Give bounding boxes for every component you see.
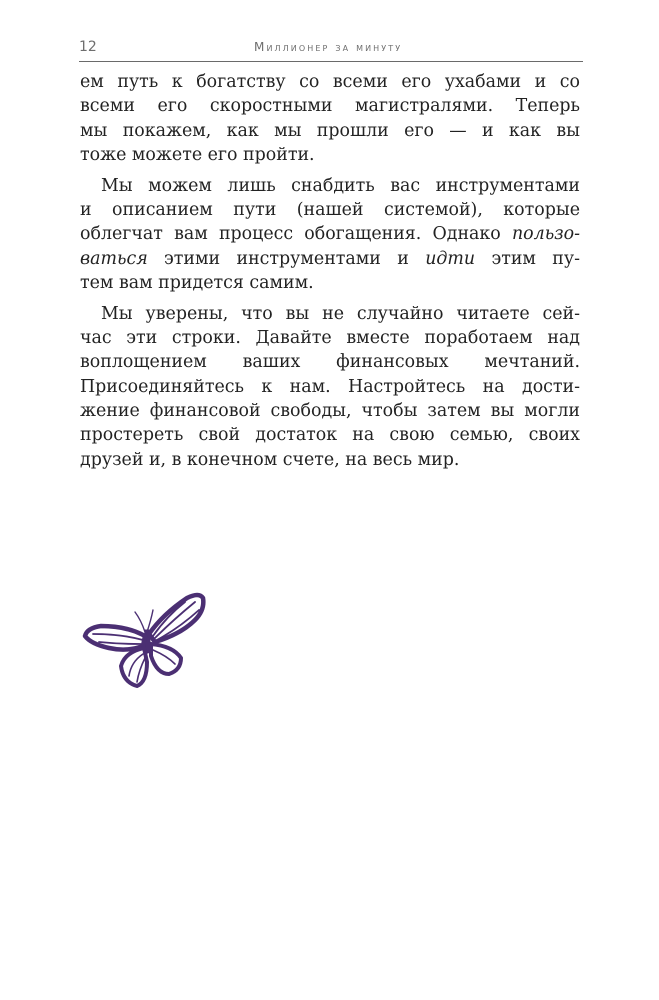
text-line: жение финансовой свободы, чтобы затем вы могли <box>80 401 580 422</box>
text-line: час эти строки. Давайте вместе поработаем над <box>80 327 580 348</box>
italic-text: пользо- <box>511 224 580 245</box>
running-head <box>79 38 583 62</box>
text-line: воплощением ваших финансовых мечтаний. <box>80 352 580 373</box>
butterfly-icon <box>81 590 207 690</box>
italic-text: идти <box>425 248 476 269</box>
text-line: всеми его скоростными магистралями. Теперь <box>80 96 580 117</box>
body-text <box>80 70 580 472</box>
text-line: и описанием пути (нашей системой), которые <box>80 199 580 220</box>
text-line: ваться этими инструментами и идти этим пу- <box>80 248 581 269</box>
page-number: 12 <box>79 39 97 55</box>
text-line: друзей и, в конечном счете, на весь мир. <box>80 449 460 470</box>
text-line: мы покажем, как мы прошли его — и как вы <box>80 120 580 141</box>
text-line: облегчат вам процесс обогащения. Однако пользо- <box>80 224 580 245</box>
book-title: Миллионер за минуту <box>254 40 403 54</box>
text-line: Мы уверены, что вы не случайно читаете сей- <box>101 303 580 324</box>
italic-text: ваться <box>80 248 148 269</box>
text-line: тоже можете его пройти. <box>80 145 315 166</box>
text-line: ем путь к богатству со всеми его ухабами и со <box>80 72 580 92</box>
text-line: Мы можем лишь снабдить вас инструментами <box>101 175 580 196</box>
text-line: Присоединяйтесь к нам. Настройтесь на дости- <box>80 376 580 397</box>
text-line: тем вам придется самим. <box>80 273 314 294</box>
text-line: простереть свой достаток на свою семью, своих <box>80 425 580 446</box>
